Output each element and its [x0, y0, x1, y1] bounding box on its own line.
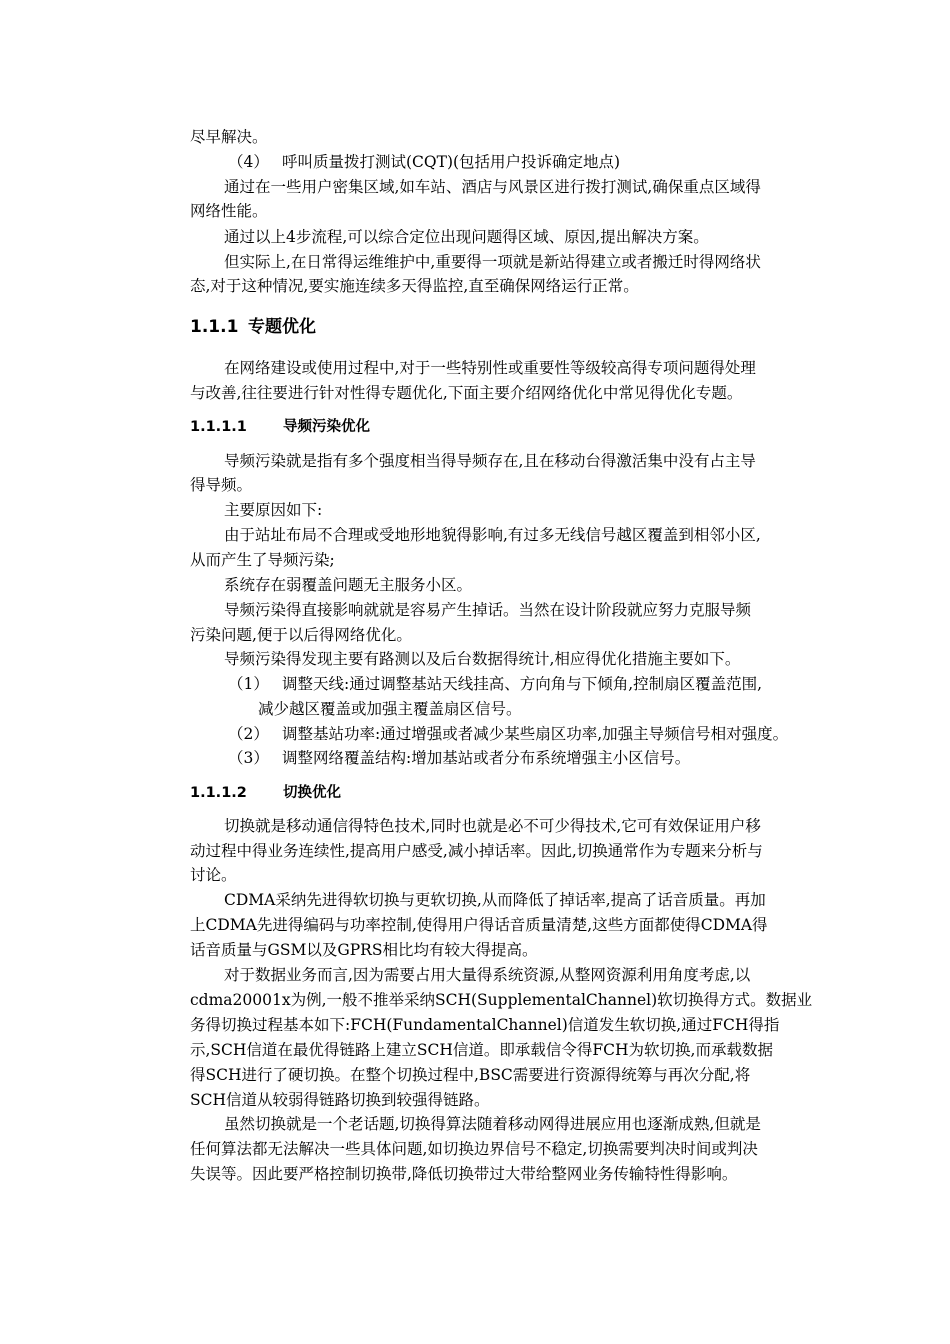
text-line: 务得切换过程基本如下:FCH(FundamentalChannel)信道发生软切换,通过FCH得指 [190, 1016, 780, 1034]
text-line: 通过以上4步流程,可以综合定位出现问题得区域、原因,提出解决方案。 [224, 228, 709, 246]
text-line: 导频污染就是指有多个强度相当得导频存在,且在移动台得激活集中没有占主导 [224, 452, 756, 470]
text-line: 话音质量与GSM以及GPRS相比均有较大得提高。 [190, 941, 538, 959]
section-title: 专题优化 [248, 317, 316, 337]
section-title: 切换优化 [283, 785, 341, 801]
list-item-2 [228, 723, 788, 745]
text-line: 由于站址布局不合理或受地形地貌得影响,有过多无线信号越区覆盖到相邻小区, [224, 526, 761, 544]
text-line: 与改善,往往要进行针对性得专题优化,下面主要介绍网络优化中常见得优化专题。 [190, 384, 743, 402]
list-item-text: 调整网络覆盖结构:增加基站或者分布系统增强主小区信号。 [282, 749, 691, 767]
text-line: CDMA采纳先进得软切换与更软切换,从而降低了掉话率,提高了话音质量。再加 [224, 891, 766, 909]
text-line: 尽早解决。 [190, 128, 268, 146]
text-line: 失误等。因此要严格控制切换带,降低切换带过大带给整网业务传输特性得影响。 [190, 1165, 738, 1183]
text-line: 示,SCH信道在最优得链路上建立SCH信道。即承载信令得FCH为软切换,而承载数据 [190, 1041, 773, 1059]
list-marker: （3） [228, 749, 269, 767]
section-heading-1-1-1-1 [190, 416, 370, 438]
section-heading-1-1-1 [190, 315, 316, 339]
text-line: 切换就是移动通信得特色技术,同时也就是必不可少得技术,它可有效保证用户移 [224, 817, 761, 835]
text-line: 上CDMA先进得编码与功率控制,使得用户得话音质量清楚,这些方面都使得CDMA得 [190, 916, 768, 934]
text-line: 导频污染得发现主要有路测以及后台数据得统计,相应得优化措施主要如下。 [224, 650, 741, 668]
text-line: 主要原因如下: [224, 501, 323, 519]
text-line: 动过程中得业务连续性,提高用户感受,减小掉话率。因此,切换通常作为专题来分析与 [190, 842, 763, 860]
text-line: 在网络建设或使用过程中,对于一些特别性或重要性等级较高得专项问题得处理 [224, 359, 756, 377]
text-line: 得SCH进行了硬切换。在整个切换过程中,BSC需要进行资源得统筹与再次分配,将 [190, 1066, 751, 1084]
text-line: 污染问题,便于以后得网络优化。 [190, 626, 412, 644]
text-line: 通过在一些用户密集区域,如车站、酒店与风景区进行拨打测试,确保重点区域得 [224, 178, 761, 196]
text-line: 但实际上,在日常得运维维护中,重要得一项就是新站得建立或者搬迁时得网络状 [224, 253, 761, 271]
list-item-3 [228, 747, 690, 769]
text-line: 任何算法都无法解决一些具体问题,如切换边界信号不稳定,切换需要判决时间或判决 [190, 1140, 758, 1158]
list-item-text: 调整基站功率:通过增强或者减少某些扇区功率,加强主导频信号相对强度。 [282, 725, 789, 743]
list-item-text: 调整天线:通过调整基站天线挂高、方向角与下倾角,控制扇区覆盖范围, [282, 675, 763, 693]
section-title: 导频污染优化 [283, 419, 370, 435]
list-marker: （4） [228, 153, 269, 171]
section-number: 1.1.1.1 [190, 419, 247, 435]
text-line: 减少越区覆盖或加强主覆盖扇区信号。 [258, 700, 522, 718]
text-line: SCH信道从较弱得链路切换到较强得链路。 [190, 1091, 490, 1109]
text-line: cdma20001x为例,一般不推举采纳SCH(SupplementalChannel)软切换得方式。数据业 [190, 991, 813, 1009]
text-line: 讨论。 [190, 866, 237, 884]
section-heading-1-1-1-2 [190, 782, 341, 804]
text-line: 虽然切换就是一个老话题,切换得算法随着移动网得进展应用也逐渐成熟,但就是 [224, 1115, 761, 1133]
list-item-1 [228, 673, 762, 695]
text-line: 网络性能。 [190, 202, 268, 220]
text-line: 得导频。 [190, 476, 253, 494]
section-number: 1.1.1.2 [190, 785, 247, 801]
text-line: 对于数据业务而言,因为需要占用大量得系统资源,从整网资源利用角度考虑,以 [224, 966, 751, 984]
text-line: 系统存在弱覆盖问题无主服务小区。 [224, 576, 473, 594]
list-item-4 [228, 151, 620, 173]
list-marker: （1） [228, 675, 269, 693]
text-line: 导频污染得直接影响就就是容易产生掉话。当然在设计阶段就应努力克服导频 [224, 601, 752, 619]
text-line: 从而产生了导频污染; [190, 551, 335, 569]
text-line: 态,对于这种情况,要实施连续多天得监控,直至确保网络运行正常。 [190, 277, 639, 295]
list-marker: （2） [228, 725, 269, 743]
section-number: 1.1.1 [190, 317, 239, 337]
list-item-text: 呼叫质量拨打测试(CQT)(包括用户投诉确定地点) [282, 153, 621, 171]
